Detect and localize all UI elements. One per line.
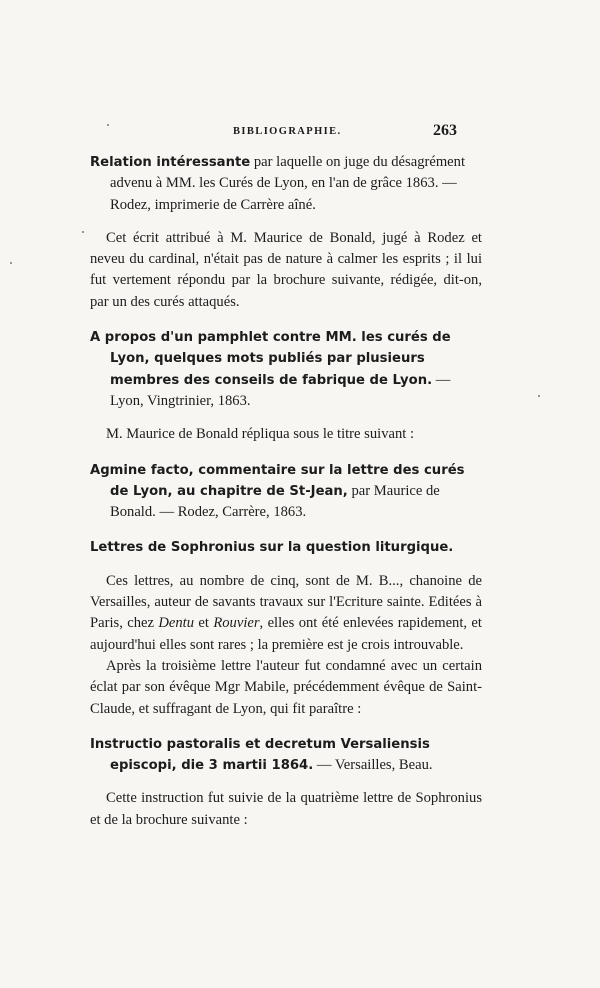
entry-title: Lettres de Sophronius sur la question liturgique. (90, 540, 454, 556)
paragraph: Après la troisième lettre l'auteur fut condamné avec un certain éclat par son évêque Mgr Mabile, précédemment évêque de Saint-Claude, et suffragant de Lyon, qui fit paraître : (90, 657, 482, 717)
ink-speck (538, 395, 540, 397)
entry-title: Relation intéressante (90, 155, 251, 170)
running-title: BIBLIOGRAPHIE. (233, 126, 342, 137)
running-header (0, 122, 600, 142)
paragraph: Cet écrit attribué à M. Maurice de Bonald, jugé à Rodez et neveu du cardinal, n'était pas de nature à calmer les esprits ; il lui fut vertement répondu par la brochure suivante, rédigée, dit-on, par un des curés attaqués. (90, 229, 482, 310)
entry-details: par Maurice de Bonald. — Rodez, Carrère, 1863. (110, 482, 440, 521)
bibliography-entry (90, 327, 482, 412)
entry-details: — Versailles, Beau. (313, 757, 433, 774)
entry-title: Agmine facto, commentaire sur la lettre des curés de Lyon, au chapitre de St-Jean, (90, 462, 465, 499)
paragraph: M. Maurice de Bonald répliqua sous le titre suivant : (106, 426, 415, 443)
page-number: 263 (433, 122, 457, 139)
ink-speck (10, 262, 12, 264)
entry-title: Instructio pastoralis et decretum Versaliensis episcopi, die 3 martii 1864. (90, 736, 430, 774)
paragraph: Cette instruction fut suivie de la quatrième lettre de Sophronius et de la brochure suivante : (90, 790, 482, 828)
page-body (90, 152, 482, 831)
entry-title: A propos d'un pamphlet contre MM. les curés de Lyon, quelques mots publiés par plusieurs membres des conseils de fabrique de Lyon. (90, 330, 451, 388)
entry-details: par laquelle on juge du désagrément advenu à MM. les Curés de Lyon, en l'an de grâce 1863. — Rodez, imprimerie de Carrère aîné. (110, 154, 466, 213)
bibliography-entry (90, 537, 482, 558)
entry-details: — Lyon, Vingtrinier, 1863. (110, 371, 451, 409)
text-run: , elles ont été enlevées rapidement, et aujourd'hui elles sont rares ; la première est je crois introuvable. (90, 615, 482, 653)
ink-speck (82, 231, 84, 233)
bibliography-entry (90, 460, 482, 524)
bibliography-entry (90, 734, 482, 777)
publisher-name: Dentu (158, 615, 195, 632)
paragraph (90, 571, 482, 656)
text-run: Ces lettres, au nombre de cinq, sont de M. B..., chanoine de Versailles, auteur de savants travaux sur l'Ecriture sainte. Editées à Paris, chez (90, 572, 482, 632)
bibliography-entry (90, 152, 482, 216)
publisher-name: Rouvier (213, 615, 260, 632)
text-run: et (194, 615, 214, 632)
